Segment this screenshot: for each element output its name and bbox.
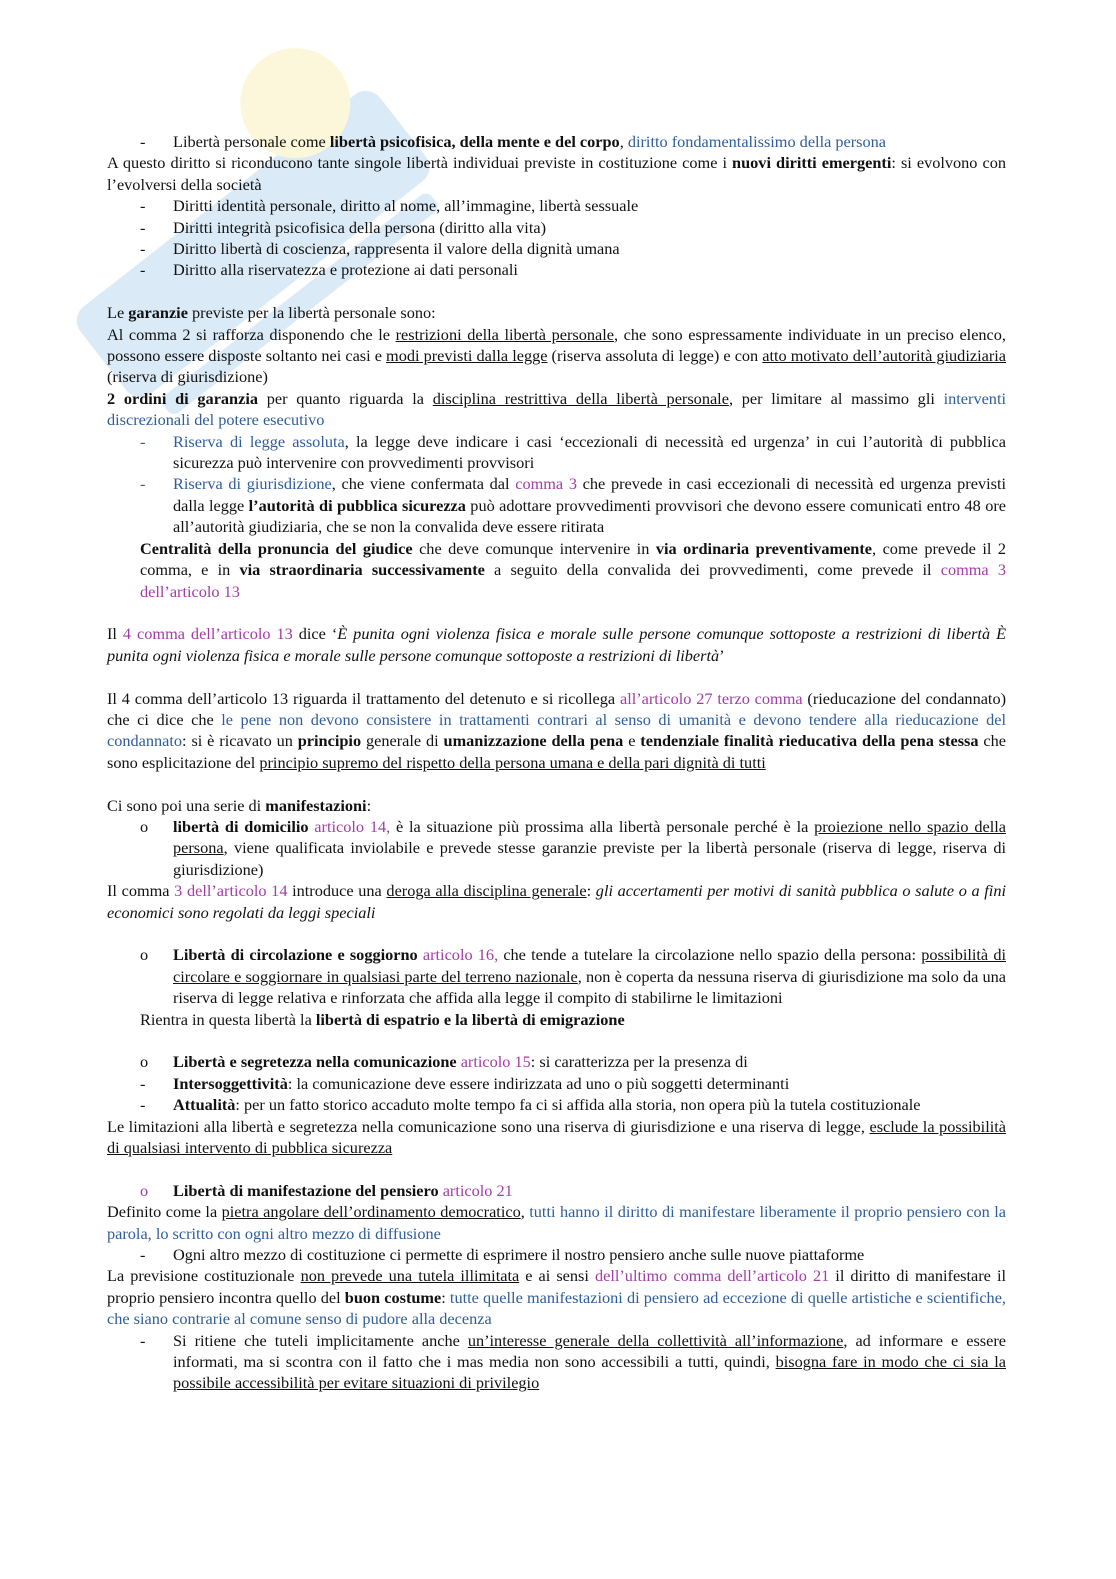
paragraph [107, 688, 1006, 774]
reference-span: articolo 16, [417, 945, 499, 965]
dash-marker: - [140, 217, 146, 237]
list-item [107, 944, 1006, 1008]
highlight-span: diritto fondamentalissimo della persona [627, 132, 887, 151]
list-item-text: Ogni altro mezzo di costituzione ci permette di esprimere il nostro pensiero anche sulle nuove piattaforme [173, 1245, 865, 1265]
bold-span: principio [297, 731, 362, 751]
list-item [107, 1073, 1006, 1094]
list-item [107, 816, 1006, 880]
bold-span: 2 ordini di garanzia [107, 388, 259, 408]
underline-span: disciplina restrittiva della libertà personale [432, 388, 729, 408]
dash-marker: - [140, 196, 146, 216]
bold-span: l’autorità di pubblica sicurezza [248, 495, 466, 515]
text-span: Si ritiene che tuteli implicitamente anche [173, 1330, 468, 1350]
text-span: ’ [719, 645, 725, 665]
underline-span: esclude la possibilità di qualsiasi intervento di pubblica sicurezza [107, 1116, 1006, 1157]
underline-span: bisogna fare in modo che ci sia la possibile accessibilità per evitare situazioni di privilegio [173, 1352, 1006, 1393]
reference-span: all’articolo 27 terzo comma [619, 688, 803, 708]
text-span: Al comma 2 si rafforza disponendo che le [107, 324, 396, 344]
text-span: , per limitare al massimo gli [728, 388, 944, 408]
text-span: Il [107, 624, 123, 644]
dash-marker: - [140, 1245, 146, 1265]
dash-marker: - [140, 132, 146, 151]
text-span: che tende a tutelare la circolazione nello spazio della persona: [498, 945, 922, 965]
text-span: , che sono espressamente individuate in un preciso elenco, possono essere disposte soltanto nei casi e [107, 324, 1006, 366]
bold-span: Libertà e segretezza nella comunicazione [173, 1052, 457, 1072]
text-span: Rientra in questa libertà la [140, 1009, 316, 1029]
reference-span: comma 3 dell’articolo 13 [140, 560, 1006, 601]
underline-span: deroga alla disciplina generale [386, 881, 587, 901]
highlight-span: le pene non devono consistere in trattamenti contrari al senso di umanità e devono tendere alla rieducazione del condannato [107, 709, 1006, 751]
text-span: Il 4 comma dell’articolo 13 riguarda il trattamento del detenuto e si ricollega [107, 688, 620, 708]
underline-span: principio supremo del rispetto della persona umana e della pari dignità di tutti [259, 752, 766, 772]
text-span: Definito come la [107, 1202, 222, 1222]
text-span: (riserva assoluta di legge) e con [547, 346, 763, 366]
text-span: La previsione costituzionale [107, 1266, 301, 1286]
paragraph [107, 388, 1006, 431]
text-span: Ci sono poi una serie di [107, 795, 266, 815]
reference-span: 3 dell’articolo 14 [174, 881, 288, 901]
reference-span: 4 comma dell’articolo 13 [122, 624, 293, 644]
text-span: per quanto riguarda la [258, 388, 433, 408]
highlight-span: Riserva di giurisdizione [173, 474, 332, 494]
text-span: (rieducazione del condannato) che ci dice che [107, 688, 1007, 729]
italic-span: È punita ogni violenza fisica e morale sulle persone comunque sottoposte a restrizioni di libertà È punita ogni violenza fisica e morale sulle persone comunque sottoposte a restrizioni di libertà [107, 624, 1007, 665]
list-item [107, 1094, 1006, 1115]
text-span: (riserva di giurisdizione) [107, 367, 268, 387]
bold-span: garanzie [128, 303, 188, 323]
text-span: generale di [361, 731, 444, 751]
text-span: : per un fatto storico accaduto molte tempo fa ci si affida alla storia, non opera più la tutela costituzionale [235, 1095, 921, 1115]
text-span: previste per la libertà personale sono: [187, 303, 436, 323]
list-item [107, 1051, 1006, 1072]
paragraph [107, 1201, 1006, 1244]
list-item-text: Diritto libertà di coscienza, rappresenta il valore della dignità umana [173, 239, 620, 259]
text-span: che deve comunque intervenire in [412, 538, 656, 558]
dash-marker: - [140, 260, 146, 280]
bold-span: Attualità [173, 1095, 236, 1115]
dash-marker: - [140, 1095, 146, 1115]
underline-span: un’interesse generale della collettività all’informazione [467, 1330, 844, 1350]
text-span: Il comma [107, 881, 175, 901]
text-span: può adottare provvedimenti provvisori che devono essere comunicati entro 48 ore all’autorità giudiziaria, che se non la convalida deve essere ritirata [173, 495, 1006, 537]
list-item-text: Diritto alla riservatezza e protezione ai dati personali [173, 260, 518, 280]
bold-span: via straordinaria successivamente [239, 560, 485, 580]
text-span: introduce una [287, 881, 387, 901]
text-span: , [619, 132, 628, 151]
bold-span: buon costume [344, 1287, 442, 1307]
highlight-span: tutte quelle manifestazioni di pensiero ad eccezione di quelle artistiche e scientifiche, che siano contrarie al comune senso di pudore alla decenza [107, 1287, 1006, 1329]
list-item-text: Diritti integrità psicofisica della persona (diritto alla vita) [173, 217, 546, 237]
text-span: , ad informare e essere informati, ma si scontra con il fatto che i mas media non sono accessibili a tutti, quindi, [173, 1330, 1006, 1372]
bold-span: libertà di espatrio e la libertà di emigrazione [315, 1009, 625, 1029]
circle-bullet: o [140, 1052, 149, 1072]
text-span: e ai sensi [519, 1266, 595, 1286]
text-span: è la situazione più prossima alla libertà personale perché è la [390, 816, 815, 836]
paragraph [107, 324, 1006, 388]
dash-marker: - [140, 1073, 146, 1093]
highlight-span: interventi discrezionali del potere esecutivo [107, 388, 1006, 430]
circle-bullet: o [140, 1180, 149, 1200]
list-item [107, 238, 1006, 259]
list-item [107, 259, 1006, 280]
text-span: , che viene confermata dal [331, 474, 516, 494]
text-span: : [441, 1287, 450, 1307]
bold-span: Centralità della pronuncia del giudice [140, 538, 413, 558]
paragraph [107, 1009, 1006, 1030]
text-span: : si evolvono con l’evolversi della società [107, 153, 1007, 194]
reference-span: articolo 14, [308, 816, 391, 836]
paragraph [107, 152, 1006, 195]
paragraph [107, 880, 1006, 923]
text-span: Le [107, 303, 129, 323]
text-span: , come prevede il 2 comma, e in [140, 538, 1006, 580]
text-span: : la comunicazione deve essere indirizzata ad uno o più soggetti determinanti [287, 1073, 790, 1093]
list-item [107, 473, 1006, 537]
underline-span: possibilità di circolare e soggiornare in qualsiasi parte del terreno nazionale [173, 945, 1006, 986]
text-span: : si è ricavato un [182, 731, 298, 751]
bold-span: libertà psicofisica, della mente e del corpo [329, 132, 620, 151]
document-body [107, 131, 1006, 1394]
text-span: il diritto di manifestare il proprio pensiero incontra quello del [107, 1266, 1007, 1307]
text-span: , la legge deve indicare i casi ‘eccezionali di necessità ed urgenza’ in cui l’autorità di pubblica sicurezza può intervenire con provvedimenti provvisori [173, 431, 1006, 473]
text-span: e [623, 731, 641, 751]
paragraph [107, 538, 1006, 602]
underline-span: proiezione nello spazio della persona [173, 816, 1007, 858]
bold-span: nuovi diritti emergenti [732, 153, 892, 173]
underline-span: modi previsti dalla legge [386, 346, 548, 366]
reference-span: articolo 15 [456, 1052, 531, 1072]
bold-span: libertà di domicilio [173, 816, 309, 836]
list-item [107, 431, 1006, 474]
bold-span: manifestazioni [265, 795, 367, 815]
highlight-span: Riserva di legge assoluta [173, 431, 345, 451]
paragraph [107, 302, 1006, 323]
underline-span: restrizioni della libertà personale [395, 324, 615, 344]
text-span: che sono esplicitazione del [107, 731, 1006, 772]
bold-span: Libertà di manifestazione del pensiero [173, 1180, 439, 1200]
bold-span: tendenziale finalità rieducativa della pena stessa [640, 731, 979, 751]
text-span: : [366, 795, 372, 815]
italic-span: gli accertamenti per motivi di sanità pubblica o salute o a fini economici sono regolati da leggi speciali [107, 881, 1006, 922]
underline-span: pietra angolare dell’ordinamento democratico [221, 1202, 521, 1222]
text-span: dice ‘ [292, 624, 338, 644]
list-item [107, 131, 1006, 152]
circle-bullet: o [140, 816, 149, 836]
underline-span: non prevede una tutela illimitata [300, 1266, 520, 1286]
circle-bullet: o [140, 945, 149, 965]
text-span: che prevede in casi eccezionali di necessità ed urgenza previsti dalla legge [173, 474, 1006, 515]
paragraph [107, 1116, 1006, 1159]
text-span: : [586, 881, 596, 901]
dash-marker: - [140, 431, 146, 451]
list-item [107, 195, 1006, 216]
text-span: Libertà personale come [173, 132, 330, 151]
bold-span: Libertà di circolazione e soggiorno [173, 945, 418, 965]
text-span: , viene qualificata inviolabile e prevede stesse garanzie previste per la libertà personale (riserva di legge, riserva di giurisdizione) [173, 838, 1006, 879]
list-item [107, 1330, 1006, 1394]
dash-marker: - [140, 239, 146, 259]
list-item [107, 217, 1006, 238]
bold-span: Intersoggettività [173, 1073, 288, 1093]
paragraph [107, 795, 1006, 816]
text-span: A questo diritto si riconducono tante singole libertà individuai previste in costituzione come i [107, 153, 733, 173]
text-span: Le limitazioni alla libertà e segretezza nella comunicazione sono una riserva di giurisdizione e una riserva di legge, [107, 1116, 870, 1136]
text-span: a seguito della convalida dei provvedimenti, come prevede il [484, 560, 941, 580]
paragraph [107, 1265, 1006, 1329]
reference-span: comma 3 [515, 474, 577, 494]
bold-span: umanizzazione della pena [443, 731, 624, 751]
bold-span: via ordinaria preventivamente [655, 538, 873, 558]
list-item [107, 1180, 1006, 1201]
list-item-text: Diritti identità personale, diritto al nome, all’immagine, libertà sessuale [173, 196, 639, 216]
reference-span: articolo 21 [438, 1180, 513, 1200]
text-span: , non è coperta da nessuna riserva di giurisdizione ma solo da una riserva di legge relativa e rinforzata che affida alla legge il compito di stabilirne le limitazioni [173, 966, 1006, 1008]
dash-marker: - [140, 1330, 146, 1350]
list-item [107, 1244, 1006, 1265]
underline-span: atto motivato dell’autorità giudiziaria [762, 346, 1006, 366]
reference-span: dell’ultimo comma dell’articolo 21 [594, 1266, 830, 1286]
dash-marker: - [140, 474, 146, 494]
text-span: , [520, 1202, 530, 1222]
highlight-span: tutti hanno il diritto di manifestare liberamente il proprio pensiero con la parola, lo scritto con ogni altro mezzo di diffusione [107, 1202, 1006, 1243]
text-span: : si caratterizza per la presenza di [530, 1052, 748, 1072]
paragraph [107, 623, 1006, 666]
